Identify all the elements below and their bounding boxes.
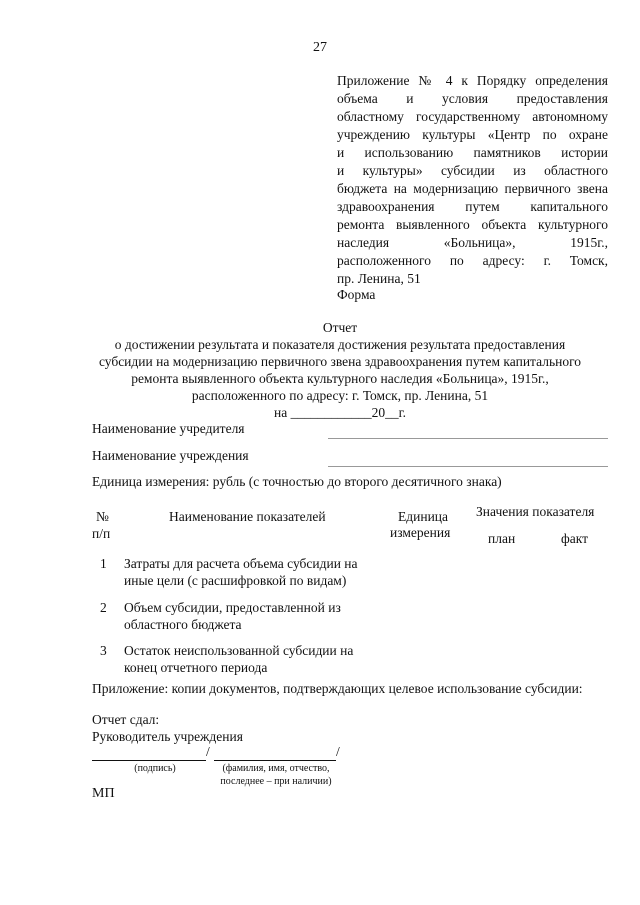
separator-slash: /: [336, 744, 340, 759]
table-row-text: Затраты для расчета объема субсидии на: [124, 556, 358, 571]
appendix-line: бюджета на модернизацию первичного звена: [337, 181, 608, 196]
header-num: п/п: [92, 526, 111, 541]
name-caption: последнее – при наличии): [220, 776, 332, 787]
header-num: №: [96, 509, 109, 524]
page-number: 27: [313, 40, 327, 55]
head-label: Руководитель учреждения: [92, 729, 243, 744]
founder-field[interactable]: [328, 438, 608, 439]
header-unit: измерения: [390, 525, 451, 540]
appendix-line: и использованию памятников истории: [337, 145, 608, 160]
appendix-line: и культуры» субсидии из областного: [337, 163, 608, 178]
form-label: Форма: [337, 287, 376, 302]
header-plan: план: [488, 531, 516, 546]
institution-label: Наименование учреждения: [92, 448, 249, 463]
table-row-num: 2: [100, 600, 107, 615]
report-title-line: расположенного по адресу: г. Томск, пр. Ленина, 51: [191, 388, 489, 403]
appendix-line: ремонта выявленного объекта культурного: [337, 217, 608, 232]
header-unit: Единица: [398, 509, 449, 524]
name-line[interactable]: [214, 760, 336, 761]
unit-label: Единица измерения: рубль (с точностью до второго десятичного знака): [92, 474, 502, 489]
table-row-text: иные цели (с расшифровкой по видам): [124, 573, 347, 588]
appendix-line: областному государственному автономному: [337, 109, 608, 124]
institution-field[interactable]: [328, 466, 608, 467]
header-values: Значения показателя: [476, 504, 595, 519]
separator-slash: /: [206, 744, 210, 759]
table-row-text: областного бюджета: [124, 617, 242, 632]
report-title: Отчет: [322, 320, 358, 335]
appendix-line: Приложение № 4 к Порядку определения: [337, 73, 608, 88]
appendix-line: здравоохранения путем капитального: [337, 199, 608, 214]
appendix-line: учреждению культуры «Центр по охране: [337, 127, 608, 142]
appendix-line: наследия «Больница», 1915г.,: [337, 235, 608, 250]
table-row-text: Остаток неиспользованной субсидии на: [124, 643, 354, 658]
header-fact: факт: [561, 531, 589, 546]
report-title-line: субсидии на модернизацию первичного звена здравоохранения путем капитального: [98, 354, 582, 369]
appendix-line: объема и условия предоставления: [337, 91, 608, 106]
signature-line[interactable]: [92, 760, 206, 761]
appendix-line: расположенного по адресу: г. Томск,: [337, 253, 608, 268]
table-row-num: 1: [100, 556, 107, 571]
table-row-num: 3: [100, 643, 107, 658]
signature-caption: (подпись): [134, 763, 176, 774]
appendix-line: пр. Ленина, 51: [337, 271, 421, 286]
table-row-text: Объем субсидии, предоставленной из: [124, 600, 341, 615]
report-date-line: на ____________20__г.: [274, 405, 406, 420]
founder-label: Наименование учредителя: [92, 421, 245, 436]
attachment-label: Приложение: копии документов, подтверждающих целевое использование субсидии:: [92, 681, 583, 696]
report-title-line: ремонта выявленного объекта культурного наследия «Больница», 1915г.,: [131, 371, 549, 386]
stamp-label: МП: [92, 786, 115, 801]
submitted-label: Отчет сдал:: [92, 712, 160, 727]
table-row-text: конец отчетного периода: [124, 660, 268, 675]
header-name: Наименование показателей: [169, 509, 326, 524]
report-title-line: о достижении результата и показателя достижения результата предоставления: [114, 337, 566, 352]
name-caption: (фамилия, имя, отчество,: [222, 763, 330, 774]
